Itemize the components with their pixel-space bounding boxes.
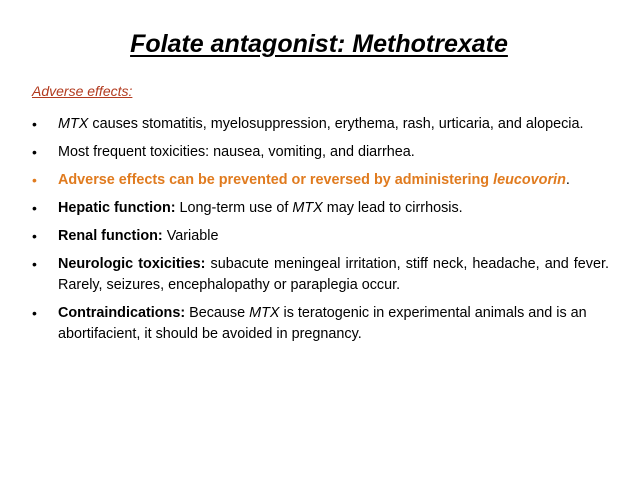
slide-title: Folate antagonist: Methotrexate xyxy=(130,30,508,58)
bullet-label: Hepatic function: xyxy=(58,200,176,216)
bullet-text: causes stomatitis, myelosuppression, erythema, rash, urticaria, and alopecia. xyxy=(88,116,584,132)
bullet-item-contraindications xyxy=(32,303,609,345)
bullet-item-renal-function xyxy=(32,226,609,247)
bullet-text: Most frequent toxicities: nausea, vomiting, and diarrhea. xyxy=(58,144,415,160)
section-heading: Adverse effects: xyxy=(32,83,133,99)
bullet-text: Adverse effects can be prevented or reversed by administering xyxy=(58,172,494,188)
bullet-label: Renal function: xyxy=(58,228,163,244)
bullet-text: subacute meningeal irritation, stiff neck, headache, and fever. Rarely, seizures, encephalopathy or paraplegia occur. xyxy=(58,256,609,293)
bullet-item-neurologic-toxicities xyxy=(32,254,609,296)
bullet-label: Neurologic toxicities: xyxy=(58,256,206,272)
bullet-icon: • xyxy=(32,200,37,216)
bullet-text: Because xyxy=(185,305,250,321)
bullet-icon: • xyxy=(32,228,37,244)
bullet-item-mtx-effects xyxy=(32,114,609,135)
bullet-item-frequent-toxicities xyxy=(32,142,609,163)
bullet-item-hepatic-function xyxy=(32,198,609,219)
bullet-text: Long-term use of xyxy=(175,200,293,216)
bullet-text-end: . xyxy=(565,172,570,188)
bullet-icon: • xyxy=(32,172,37,188)
bullet-text: is teratogenic in experimental animals and is an abortifacient, it should be avoided in pregnancy. xyxy=(58,305,587,342)
bullet-text: Variable xyxy=(162,228,219,244)
drug-name: leucovorin xyxy=(493,172,566,188)
bullet-icon: • xyxy=(32,116,37,132)
bullet-icon: • xyxy=(32,256,37,272)
bullet-label: Contraindications: xyxy=(58,305,186,321)
bullet-icon: • xyxy=(32,305,37,321)
bullet-item-leucovorin xyxy=(32,170,609,191)
drug-name: MTX xyxy=(58,116,89,132)
bullet-text: may lead to cirrhosis. xyxy=(322,200,463,216)
drug-name: MTX xyxy=(249,305,280,321)
drug-name: MTX xyxy=(292,200,323,216)
bullet-icon: • xyxy=(32,144,37,160)
bullet-list xyxy=(32,114,609,352)
